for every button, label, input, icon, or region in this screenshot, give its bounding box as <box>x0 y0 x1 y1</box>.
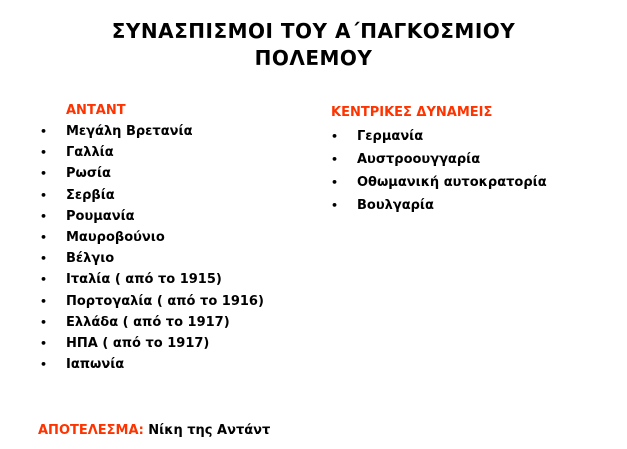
bullet-icon: • <box>40 294 48 308</box>
bullet-icon: • <box>40 336 48 350</box>
central-powers-member <box>331 148 547 171</box>
bullet-icon: • <box>331 199 339 212</box>
entente-member <box>40 291 264 312</box>
entente-member-label: Ιταλία ( από το 1915) <box>66 272 222 288</box>
central-powers-member-label: Γερμανία <box>357 129 424 144</box>
central-powers-heading: ΚΕΝΤΡΙΚΕΣ ΔΥΝΑΜΕΙΣ <box>331 105 493 120</box>
entente-member-label: Πορτογαλία ( από το 1916) <box>66 293 264 309</box>
entente-member-label: Μεγάλη Βρετανία <box>66 124 193 139</box>
entente-member <box>40 312 264 333</box>
entente-member-label: Ελλάδα ( από το 1917) <box>66 314 230 330</box>
entente-member <box>40 269 264 290</box>
bullet-icon: • <box>40 358 48 372</box>
result-line <box>38 423 270 439</box>
entente-member-label: Ρωσία <box>66 166 111 182</box>
central-powers-member <box>331 171 547 194</box>
entente-member-label: Γαλλία <box>66 145 114 161</box>
entente-member-label: ΗΠΑ ( από το 1917) <box>66 335 210 351</box>
bullet-icon: • <box>40 188 48 202</box>
entente-member <box>40 248 264 269</box>
bullet-icon: • <box>40 273 48 287</box>
result-label: ΑΠΟΤΕΛΕΣΜΑ <box>38 423 139 438</box>
central-powers-member-label: Αυστροουγγαρία <box>357 152 481 167</box>
entente-member <box>40 121 264 142</box>
entente-member <box>40 354 264 375</box>
result-text: Νίκη της Αντάντ <box>143 423 271 438</box>
entente-member-label: Ρουμανία <box>66 208 135 224</box>
central-powers-member-label: Οθωμανική αυτοκρατορία <box>357 175 547 190</box>
bullet-icon: • <box>331 176 339 189</box>
entente-member <box>40 206 264 227</box>
bullet-icon: • <box>40 315 48 329</box>
entente-member <box>40 333 264 354</box>
bullet-icon: • <box>40 125 48 138</box>
bullet-icon: • <box>331 153 339 166</box>
bullet-icon: • <box>40 146 48 160</box>
bullet-icon: • <box>40 230 48 244</box>
entente-members-list <box>40 121 264 375</box>
entente-member-label: Βέλγιο <box>66 251 115 267</box>
entente-member <box>40 142 264 163</box>
central-powers-members-list <box>331 125 547 217</box>
bullet-icon: • <box>40 252 48 266</box>
entente-member <box>40 163 264 184</box>
entente-member-label: Μαυροβούνιο <box>66 229 165 245</box>
entente-member-label: Ιαπωνία <box>66 357 125 373</box>
result-separator: : <box>138 423 144 438</box>
entente-member <box>40 185 264 206</box>
slide-title-line-2: ΠΟΛΕΜΟΥ <box>254 46 373 70</box>
entente-member-label: Σερβία <box>66 187 115 203</box>
slide-title <box>0 18 627 72</box>
central-powers-member <box>331 125 547 148</box>
central-powers-member <box>331 194 547 217</box>
central-powers-member-label: Βουλγαρία <box>357 198 434 213</box>
slide-title-line-1: ΣΥΝΑΣΠΙΣΜΟΙ ΤΟΥ Α΄ΠΑΓΚΟΣΜΙΟΥ <box>111 19 516 43</box>
bullet-icon: • <box>40 209 48 223</box>
bullet-icon: • <box>331 130 339 143</box>
entente-heading: ΑΝΤΑΝΤ <box>66 103 126 118</box>
bullet-icon: • <box>40 167 48 181</box>
entente-member <box>40 227 264 248</box>
